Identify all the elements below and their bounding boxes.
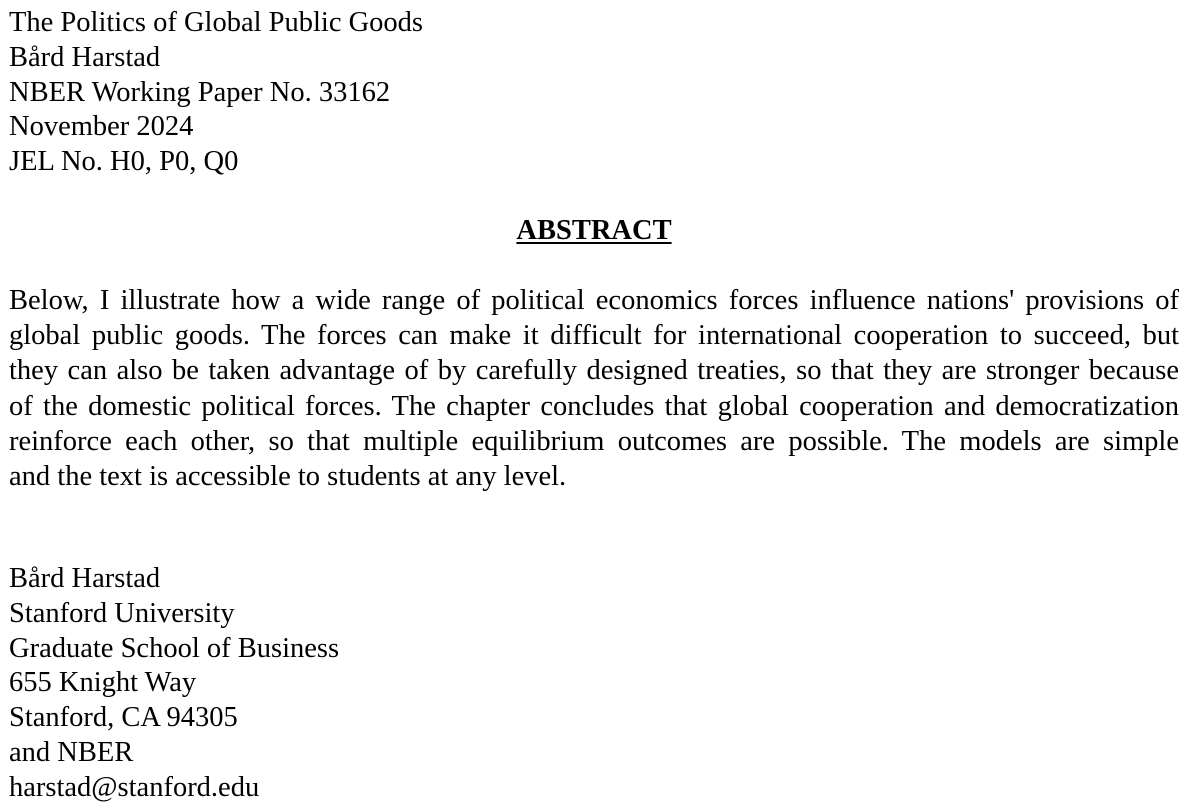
paper-series: NBER Working Paper No. 33162 xyxy=(9,76,391,108)
author-address xyxy=(9,562,339,806)
paper-header xyxy=(9,6,423,180)
address-name: Bård Harstad xyxy=(9,563,161,594)
author-email: harstad@stanford.edu xyxy=(9,771,260,803)
abstract-line: reinforce each other, so that multiple equilibrium outcomes are possible. The models are simple xyxy=(9,425,1179,457)
paper-jel-codes: JEL No. H0, P0, Q0 xyxy=(9,146,239,178)
abstract-line: they can also be taken advantage of by carefully designed treaties, so that they are stronger because xyxy=(9,355,1179,387)
paper-author: Bård Harstad xyxy=(9,41,161,73)
address-school: Graduate School of Business xyxy=(9,632,340,664)
paper-title: The Politics of Global Public Goods xyxy=(9,7,424,38)
abstract-body xyxy=(9,283,1179,494)
abstract-heading: ABSTRACT xyxy=(516,215,672,246)
abstract-line: and the text is accessible to students at any level. xyxy=(9,461,567,493)
abstract-line: of the domestic political forces. The chapter concludes that global cooperation and democratization xyxy=(9,390,1179,422)
paper-date: November 2024 xyxy=(9,111,194,143)
abstract-line: global public goods. The forces can make it difficult for international cooperation to succeed, but xyxy=(9,320,1179,352)
address-street: 655 Knight Way xyxy=(9,667,197,699)
address-institution: Stanford University xyxy=(9,597,235,629)
address-city: Stanford, CA 94305 xyxy=(9,702,238,734)
abstract-line: Below, I illustrate how a wide range of political economics forces influence nations' provisions of xyxy=(9,285,1179,316)
address-affiliation: and NBER xyxy=(9,736,134,768)
